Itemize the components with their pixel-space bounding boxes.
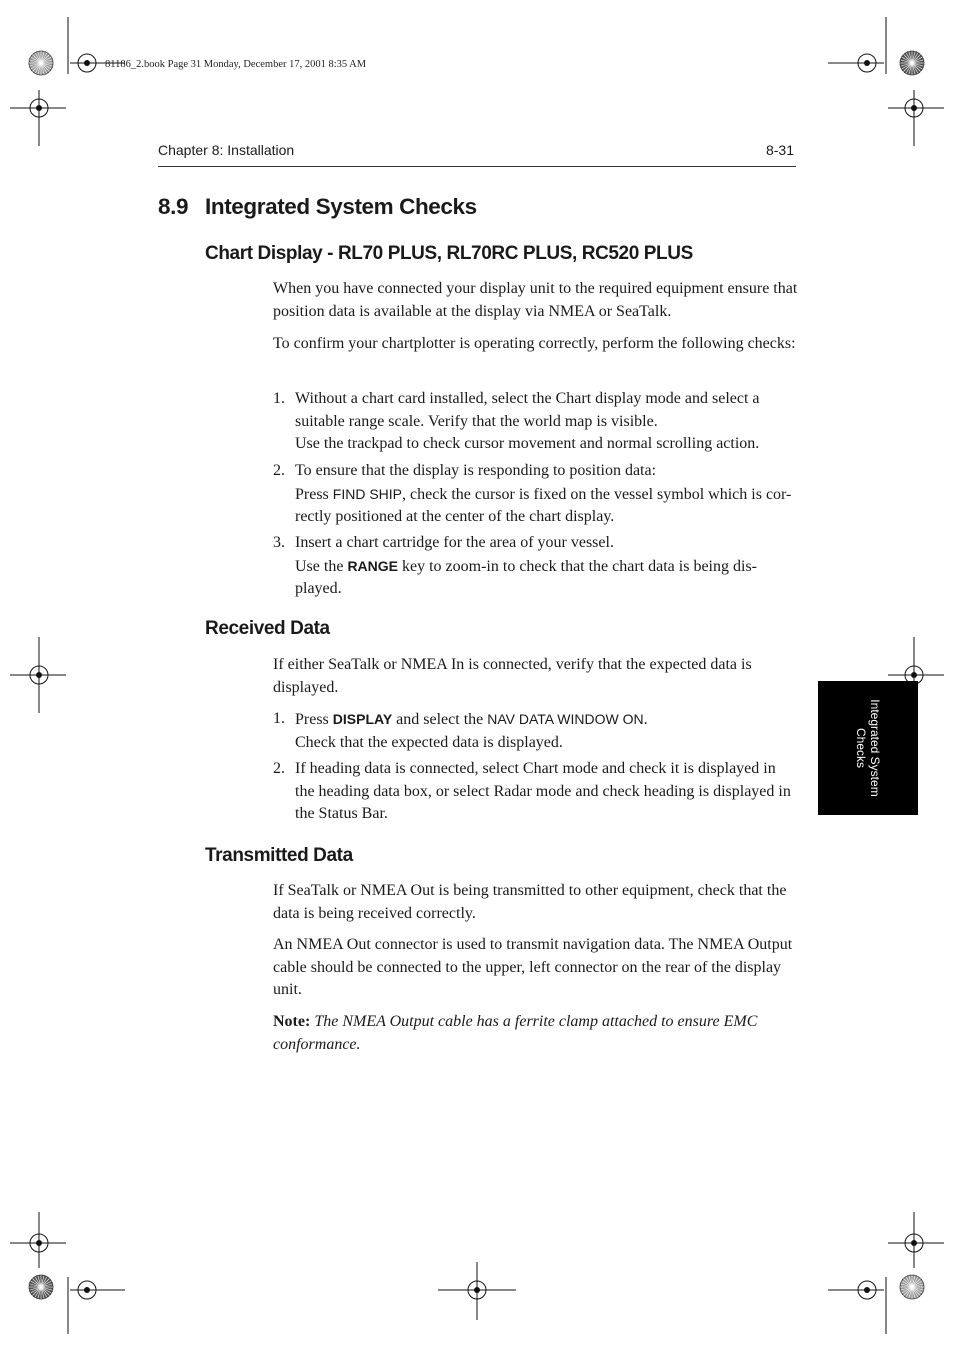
- list-text: To ensure that the display is responding to position data:: [295, 462, 657, 479]
- section-heading: [158, 194, 477, 220]
- list-text: key to zoom-in to check that the chart data is being dis-played.: [295, 557, 757, 597]
- subheading-chart-display: Chart Display - RL70 PLUS, RL70RC PLUS, RC520 PLUS: [205, 243, 693, 264]
- paragraph: An NMEA Out connector is used to transmit navigation data. The NMEA Output cable should be connected to the upper, left connector on the rear of the display unit.: [273, 936, 793, 998]
- section-number: 8.9: [158, 194, 189, 219]
- list-text: Use the: [295, 557, 348, 575]
- note: [273, 1011, 798, 1056]
- note-text: The NMEA Output cable has a ferrite clamp attached to ensure EMC conformance.: [273, 1013, 758, 1053]
- thumb-tab-label: [854, 699, 882, 796]
- list-number: 2.: [273, 462, 285, 479]
- list-text: Check that the expected data is displayed.: [295, 733, 563, 751]
- note-label: Note:: [273, 1013, 311, 1030]
- section-title: Integrated System Checks: [205, 194, 477, 219]
- paragraph: To confirm your chartplotter is operating correctly, perform the following checks:: [273, 335, 796, 352]
- list-number: 1.: [273, 710, 285, 727]
- paragraph: If SeaTalk or NMEA Out is being transmitted to other equipment, check that the data is being received correctly.: [273, 882, 787, 922]
- paragraph: If either SeaTalk or NMEA In is connected, verify that the expected data is displayed.: [273, 656, 752, 696]
- list-item: [273, 758, 798, 826]
- list-number: 3.: [273, 534, 285, 551]
- key-find-ship: FIND SHIP: [332, 485, 403, 502]
- list-text: Insert a chart cartridge for the area of your vessel.: [295, 534, 614, 551]
- thumb-tab-line: Checks: [854, 727, 868, 769]
- list-text: .: [643, 711, 648, 728]
- list-text: , check the cursor is fixed on the vessel symbol which is cor-rectly positioned at the center of the chart display.: [295, 485, 792, 525]
- list-text: Without a chart card installed, select the Chart display mode and select a suitable range scale. Verify that the world map is visible.: [295, 390, 760, 430]
- list-item: [273, 388, 798, 456]
- running-header: [158, 142, 796, 167]
- list-text: If heading data is connected, select Chart mode and check it is displayed in the heading data box, or select Radar mode and check heading is displayed in the Status Bar.: [295, 760, 791, 822]
- page-number: 8-31: [765, 142, 794, 158]
- paragraph: When you have connected your display unit to the required equipment ensure that position data is available at the display via NMEA or SeaTalk.: [273, 280, 798, 320]
- chapter-title: Chapter 8: Installation: [158, 142, 295, 158]
- file-info-slug: 81186_2.book Page 31 Monday, December 17, 2001 8:35 AM: [105, 59, 367, 70]
- list-number: 2.: [273, 760, 285, 777]
- key-range: RANGE: [347, 557, 398, 574]
- list-text: Use the trackpad to check cursor movement and normal scrolling action.: [295, 435, 760, 452]
- list-item: [273, 460, 798, 529]
- list-text: and select the: [392, 711, 488, 728]
- key-display: DISPLAY: [332, 711, 393, 727]
- list-item: [273, 532, 798, 601]
- list-number: 1.: [273, 390, 285, 407]
- list-text: Press: [295, 485, 333, 503]
- list-text: Press: [295, 711, 333, 728]
- menu-nav-data-window-on: NAV DATA WINDOW ON: [487, 711, 644, 727]
- subheading-received-data: Received Data: [205, 618, 330, 639]
- subheading-transmitted-data: Transmitted Data: [205, 845, 353, 866]
- list-item: [273, 708, 798, 754]
- thumb-tab-line: Integrated System: [868, 699, 882, 797]
- section-thumb-tab: [818, 681, 918, 815]
